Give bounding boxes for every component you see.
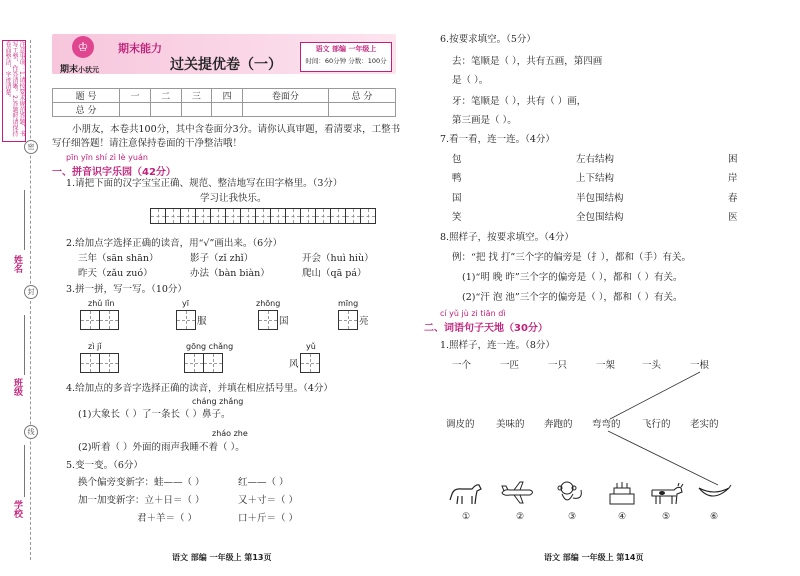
- q3-char-2: 国: [279, 316, 289, 327]
- q2-text: 2.给加点字选择正确的读音，用“√”画出来。（6分）: [66, 238, 283, 249]
- banana-icon: [696, 480, 732, 506]
- q9-bottom-6[interactable]: 老实的: [690, 419, 719, 430]
- q2-item-2[interactable]: 影子（zǐ zhǐ）: [190, 253, 254, 264]
- q7-left-4[interactable]: 笑: [452, 212, 462, 223]
- q2-item-6[interactable]: 爬山（qā pá）: [302, 268, 367, 279]
- q3-char-1: 服: [197, 316, 207, 327]
- q4-pinyin-1: cháng zhǎng: [192, 397, 244, 406]
- q3-char-4: 风: [289, 359, 299, 370]
- q1-text: 1.请把下面的汉字宝宝正确、规范、整洁地写在田字格里。（3分）: [66, 178, 343, 189]
- q6-text: 6.按要求填空。（5分）: [440, 34, 536, 45]
- score-header: 二: [150, 89, 181, 103]
- score-header: 四: [212, 89, 243, 103]
- q9-top-5[interactable]: 一头: [642, 360, 662, 371]
- q8-text: 8.照样子，按要求填空。（4分）: [440, 232, 574, 243]
- score-header: 题 号: [53, 89, 120, 103]
- pic-num-2: ②: [516, 512, 525, 522]
- q4-text: 4.给加点的多音字选择正确的读音，并填在相应括号里。（4分）: [66, 383, 333, 394]
- q8-line-1[interactable]: (1)“明 晚 昨”三个字的偏旁是（ ），都和（ ）有关。: [462, 272, 683, 283]
- q7-mid-4[interactable]: 全包围结构: [576, 212, 624, 223]
- horse-icon: [448, 480, 484, 506]
- score-header: 一: [120, 89, 151, 103]
- score-header: 卷面分: [242, 89, 328, 103]
- intro-line-2: 写仔细答题！请注意保持卷面的干净整洁哦！: [52, 138, 243, 149]
- q5-line-3a[interactable]: 君＋羊＝（ ）: [137, 513, 198, 524]
- q5-line-2a[interactable]: 加一加变新字：立＋日＝（ ）: [78, 495, 205, 506]
- side-note: 注意事项：1.请按要求规范答题，书写工整，作答清晰。2.答题时请保持卷面整洁，字迹清楚。: [2, 40, 26, 142]
- intro-line-1: 小朋友，本卷共100分，其中含卷面分3分。请你认真审题，看清要求，工整书: [72, 124, 401, 135]
- q1-sentence: 学习让我快乐。: [200, 193, 267, 204]
- name-label: 姓名: [12, 255, 22, 273]
- monkey-icon: [553, 480, 589, 506]
- q5-line-1b[interactable]: 红——（ ）: [238, 477, 289, 488]
- q9-bottom-2[interactable]: 美味的: [496, 419, 525, 430]
- logo-text: 期末小状元: [60, 65, 100, 75]
- q7-right-2[interactable]: 岸: [728, 173, 738, 184]
- school-label: 学校: [12, 500, 22, 518]
- q7-right-3[interactable]: 春: [728, 193, 738, 204]
- q3-pinyin-5: zì jǐ: [88, 342, 102, 351]
- q9-bottom-5[interactable]: 飞行的: [642, 419, 671, 430]
- q3-pinyin-6: gōng chǎng: [186, 342, 234, 351]
- pic-num-4: ④: [618, 512, 627, 522]
- section1-title: 一、拼音识字乐园（42分）: [52, 167, 176, 178]
- q9-text: 1.照样子，连一连。（8分）: [440, 340, 555, 351]
- score-header: 总 分: [328, 89, 395, 103]
- q9-top-2[interactable]: 一匹: [500, 360, 520, 371]
- time-label: 时间：60分钟: [305, 57, 347, 65]
- q7-mid-1[interactable]: 左右结构: [576, 154, 615, 165]
- q3-pinyin-4: mīng: [338, 299, 359, 308]
- q2-item-4[interactable]: 昨天（zǎu zuó）: [78, 268, 153, 279]
- section2-title: 二、词语句子天地（30分）: [424, 323, 548, 334]
- section2-pinyin: cí yǔ jù zi tiān dì: [440, 309, 506, 318]
- q7-right-1[interactable]: 困: [728, 154, 738, 165]
- q7-text: 7.看一看，连一连。（4分）: [440, 134, 555, 145]
- pic-num-1: ①: [462, 512, 471, 522]
- q6-line-3[interactable]: 牙：笔顺是（ ），共有（ ）画，: [452, 96, 587, 107]
- q4-line-2[interactable]: (2)听着（ ）外面的雨声我睡不着（ ）。: [78, 442, 245, 453]
- cake-icon: [604, 480, 640, 506]
- q4-line-1[interactable]: (1)大象长（ ）了一条长（ ）鼻子。: [78, 409, 231, 420]
- q5-line-3b[interactable]: 口＋斤＝（ ）: [238, 513, 299, 524]
- score-header: 三: [181, 89, 212, 103]
- page-title: 过关提优卷（一）: [170, 57, 282, 73]
- q9-top-1[interactable]: 一个: [452, 360, 472, 371]
- q7-left-2[interactable]: 鸭: [452, 173, 462, 184]
- q7-left-3[interactable]: 国: [452, 193, 462, 204]
- seal-mark-1: 密: [24, 140, 38, 154]
- score-label: 分数：100分: [348, 57, 387, 65]
- brand-label: 期末能力: [118, 42, 162, 55]
- footer-left: 语文 部编 一年级上 第13页: [172, 553, 272, 562]
- q8-example: 例：“把 找 打”三个字的偏旁是（扌），都和（手）有关。: [452, 252, 692, 263]
- q2-item-3[interactable]: 开会（huì hiù）: [302, 253, 374, 264]
- score-row-label: 总 分: [53, 103, 120, 117]
- pic-num-3: ③: [568, 512, 577, 522]
- q4-pinyin-2: zháo zhe: [212, 429, 248, 438]
- pic-num-5: ⑤: [662, 512, 671, 522]
- q9-top-4[interactable]: 一架: [596, 360, 616, 371]
- q8-line-2[interactable]: (2)“汗 泡 池”三个字的偏旁是（ ），都和（ ）有关。: [462, 292, 683, 303]
- q9-top-3[interactable]: 一只: [548, 360, 568, 371]
- q9-top-6[interactable]: 一根: [690, 360, 710, 371]
- q2-item-1[interactable]: 三年（sān shān）: [78, 253, 159, 264]
- subject-label: 语文 部编 一年级上: [315, 45, 377, 53]
- pic-num-6: ⑥: [710, 512, 719, 522]
- q3-pinyin-7: yǔ: [306, 342, 316, 351]
- q5-line-2b[interactable]: 又＋寸＝（ ）: [238, 495, 299, 506]
- q6-line-4[interactable]: 第三画是（ ）。: [452, 115, 517, 126]
- q7-right-4[interactable]: 医: [728, 212, 738, 223]
- q6-line-1[interactable]: 去：笔顺是（ ），共有五画，第四画: [452, 56, 603, 67]
- q7-mid-3[interactable]: 半包围结构: [576, 193, 624, 204]
- q6-line-2[interactable]: 是（ ）。: [452, 75, 489, 86]
- q5-text: 5.变一变。（6分）: [66, 460, 143, 471]
- cow-icon: [648, 480, 684, 506]
- q9-bottom-1[interactable]: 调皮的: [446, 419, 475, 430]
- footer-right: 语文 部编 一年级上 第14页: [544, 553, 644, 562]
- seal-mark-2: 封: [24, 285, 38, 299]
- class-label: 班级: [12, 378, 22, 396]
- q9-bottom-3[interactable]: 奔跑的: [544, 419, 573, 430]
- q3-pinyin-2: yī: [182, 299, 189, 308]
- q3-pinyin-3: zhōng: [256, 299, 281, 308]
- airplane-icon: [500, 480, 536, 506]
- q9-bottom-4[interactable]: 弯弯的: [592, 419, 621, 430]
- logo-icon: ♔: [72, 36, 94, 58]
- section1-pinyin: pīn yīn shí zì lè yuán: [66, 153, 148, 162]
- q3-text: 3.拼一拼，写一写。（10分）: [66, 284, 187, 295]
- q5-line-1a[interactable]: 换个偏旁变新字：蛙——（ ）: [78, 477, 205, 488]
- q3-char-3: 亮: [359, 316, 369, 327]
- q3-pinyin-1: zhǔ lǐn: [88, 299, 115, 308]
- seal-mark-3: 线: [24, 425, 38, 439]
- q7-mid-2[interactable]: 上下结构: [576, 173, 615, 184]
- q2-item-5[interactable]: 办法（bàn biàn）: [190, 268, 270, 279]
- q7-left-1[interactable]: 包: [452, 154, 462, 165]
